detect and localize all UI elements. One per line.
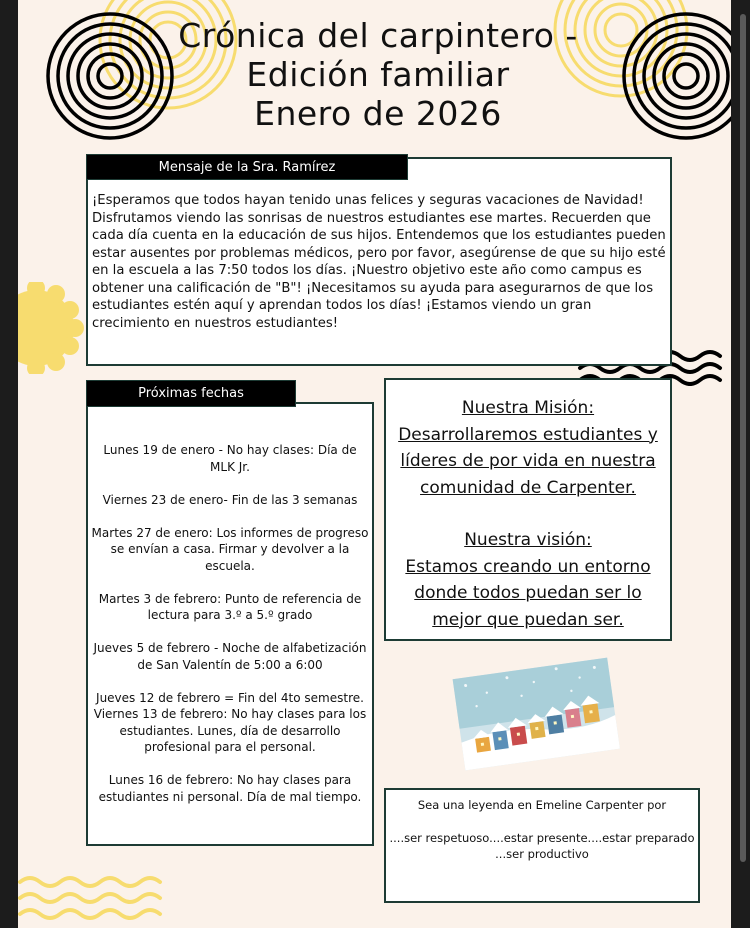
date-item: Lunes 16 de febrero: No hay clases para estudiantes ni personal. Día de mal tiempo. <box>98 773 362 804</box>
dates-list <box>90 442 370 822</box>
newsletter-page <box>18 0 731 928</box>
vision-text: Estamos creando un entorno donde todos puedan ser lo mejor que puedan ser. <box>405 556 651 630</box>
date-item: Jueves 5 de febrero - Noche de alfabetización de San Valentín de 5:00 a 6:00 <box>93 641 367 672</box>
date-item: Jueves 12 de febrero = Fin del 4to semestre. Viernes 13 de febrero: No hay clases para los estudiantes. Lunes, día de desarrollo profesional para el personal. <box>93 690 367 754</box>
legend-line-3: ...ser productivo <box>495 847 589 861</box>
yellow-wavy-lines-decoration <box>18 868 168 928</box>
mission-heading: Nuestra Misión: <box>461 398 595 418</box>
winter-village-image <box>450 652 622 772</box>
vision-heading: Nuestra visión: <box>464 530 592 550</box>
message-body: ¡Esperamos que todos hayan tenido unas felices y seguras vacaciones de Navidad! Disfrutamos viendo las sonrisas de nuestros estudiantes ese martes. Recuerden que cada día cuenta en la educación de sus hijos. Entendemos que los estudiantes pueden estar ausentes por problemas médicos, pero por favor, asegúrense de que su hijo esté en la escuela a las 7:50 todos los días. ¡Nuestro objetivo este año como campus es obtener una calificación de "B"! ¡Necesitamos su ayuda para asegurarnos de que los estudiantes estén aquí y aprendan todos los días! ¡Estamos viendo un gran crecimiento en nuestros estudiantes! <box>92 193 666 331</box>
mission-content <box>388 395 668 633</box>
legend-content <box>388 797 696 863</box>
title-line-3: Enero de 2026 <box>254 94 502 133</box>
date-item: Martes 3 de febrero: Punto de referencia de lectura para 3.º a 5.º grado <box>98 591 362 622</box>
black-concentric-circles-right-decoration <box>616 0 731 150</box>
black-concentric-circles-left-decoration <box>42 0 176 150</box>
date-item: Martes 27 de enero: Los informes de progreso se envían a casa. Firmar y devolver a la escuela. <box>91 525 369 573</box>
newsletter-title <box>168 16 588 133</box>
scrollbar[interactable] <box>740 14 746 862</box>
message-tab-label: Mensaje de la Sra. Ramírez <box>86 154 408 180</box>
dates-tab-label: Próximas fechas <box>86 380 296 407</box>
date-item: Lunes 19 de enero - No hay clases: Día de MLK Jr. <box>103 443 357 474</box>
date-item: Viernes 23 de enero- Fin de las 3 semanas <box>102 492 358 507</box>
yellow-scalloped-circle-decoration <box>18 282 84 374</box>
title-line-2: Edición familiar <box>246 55 510 94</box>
legend-line-2: ....ser respetuoso....estar presente....estar preparado <box>389 830 695 845</box>
legend-line-1: Sea una leyenda en Emeline Carpenter por <box>417 798 667 812</box>
mission-text: Desarrollaremos estudiantes y líderes de por vida en nuestra comunidad de Carpenter. <box>398 424 658 498</box>
title-line-1: Crónica del carpintero - <box>178 16 578 55</box>
